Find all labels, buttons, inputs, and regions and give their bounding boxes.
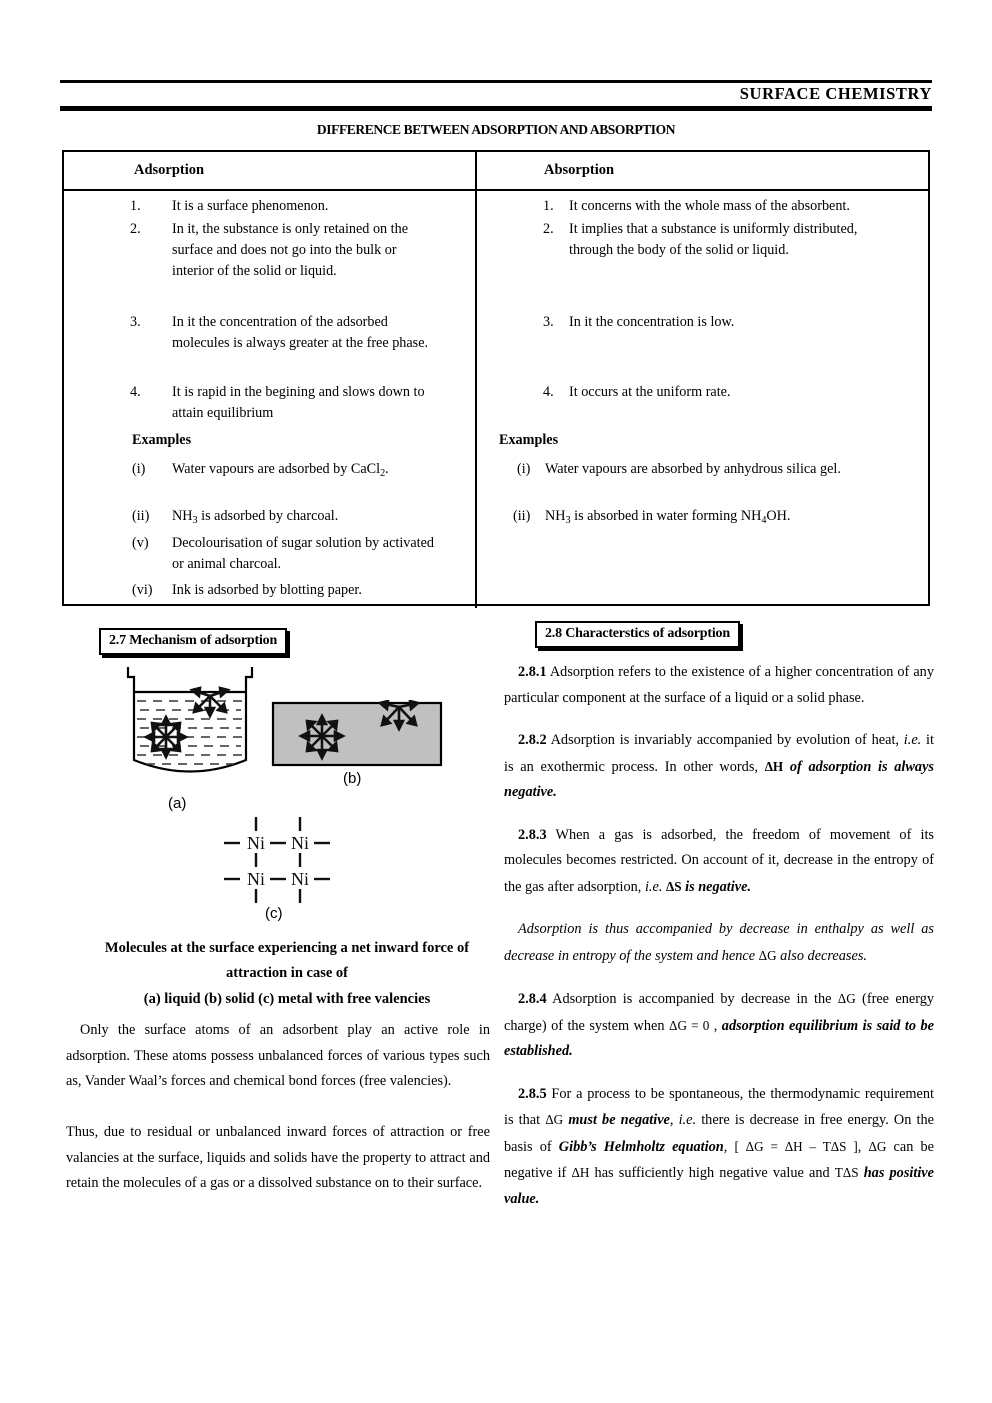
list-number: (i) <box>517 461 531 477</box>
list-item: In it the concentration of the adsorbed molecules is always greater at the free phase. <box>172 314 429 351</box>
symbol-t-delta-s: TΔS <box>834 1165 859 1180</box>
figure-caption-line-1: Molecules at the surface experiencing a net inward force of <box>104 940 470 956</box>
list-item: It occurs at the uniform rate. <box>569 384 731 400</box>
emphasis-phrase: must be negative <box>563 1112 670 1128</box>
paragraph-text: (free energy charge) of the system when <box>504 991 934 1034</box>
comparison-table <box>62 150 930 606</box>
list-item: It concerns with the whole mass of the absorbent. <box>569 198 850 214</box>
emphasis-phrase: is negative. <box>681 878 752 895</box>
examples-heading-left: Examples <box>132 432 192 448</box>
paragraph-text: Adsorption refers to the existence of a higher concentration of any particular component at the surface of a liquid or a solid phase. <box>504 664 934 706</box>
section-label-2-8: 2.8 Characterstics of adsorption <box>535 621 740 648</box>
symbol-delta-g: ΔG <box>837 991 856 1006</box>
list-item: In it, the substance is only retained on the surface and does not go into the bulk or interior of the solid or liquid. <box>172 221 409 279</box>
paragraph-number: 2.8.1 <box>518 664 547 680</box>
symbol-delta-g: ΔG <box>868 1138 887 1154</box>
list-number: 3. <box>130 314 141 330</box>
paragraph-text: Adsorption is invariably accompanied by evolution of heat, <box>550 732 904 748</box>
list-number: 2. <box>130 221 141 237</box>
table-cell-absorption <box>477 191 932 608</box>
figure-c-metal-lattice-diagram <box>212 815 352 910</box>
list-number: 1. <box>130 198 141 214</box>
paragraph-text: When a gas is adsorbed, the freedom of movement of its molecules becomes restricted. On account of it, decrease in the entropy of the gas after adsorption, <box>504 826 934 895</box>
section-2-7-paragraph-2: Thus, due to residual or unbalanced inward forces of attraction or free valancies at the surface, liquids and solids have the property to attract and retain the molecules of a gas or a dissolved substance on to their surface. <box>66 1124 490 1191</box>
list-number: (v) <box>132 535 149 551</box>
emphasis-ie: i.e. <box>678 1112 697 1128</box>
paragraph-text: has sufficiently high negative value and <box>589 1165 835 1181</box>
paragraph-2-8-3-note <box>504 917 934 969</box>
paragraph-text: For a process to be spontaneous, the thermodynamic requirement is that <box>504 1085 935 1128</box>
emphasis-phrase: of adsorption is always negative. <box>504 758 934 800</box>
paragraph-text: Adsorption is thus accompanied by decrease in enthalpy as well as decrease in entropy of the system and hence <box>504 921 934 964</box>
emphasis-gibbs-equation-name: Gibb’s Helmholtz equation <box>558 1138 724 1155</box>
emphasis-phrase: has positive value. <box>504 1165 934 1207</box>
header-rule-bottom <box>60 106 932 111</box>
symbol-delta-s: ΔS <box>665 878 682 894</box>
list-number: 3. <box>543 314 554 330</box>
list-number: 1. <box>543 198 554 214</box>
list-item: Decolourisation of sugar solution by activated or animal charcoal. <box>172 535 435 572</box>
paragraph-number: 2.8.4 <box>518 991 547 1007</box>
table-cell-adsorption <box>64 191 475 608</box>
header-rule-top <box>60 80 932 83</box>
list-item: Water vapours are absorbed by anhydrous silica gel. <box>545 461 841 477</box>
list-item: $NH_3$ is adsorbed by charcoal. <box>172 508 339 526</box>
section-label-2-7: 2.7 Mechanism of adsorption <box>99 628 287 655</box>
list-item: $NH_3$ is absorbed in water forming $NH_4OH$. <box>545 508 791 526</box>
emphasis-phrase: adsorption equilibrium is said to be established. <box>504 1017 934 1059</box>
list-number: 4. <box>130 384 141 400</box>
symbol-delta-h: ΔH <box>571 1165 590 1180</box>
comparison-table-title: DIFFERENCE BETWEEN ADSORPTION AND ABSORPTION <box>316 122 676 137</box>
paragraph-2-8-2 <box>504 728 934 806</box>
paragraph-text: , <box>723 1138 735 1155</box>
list-item: It implies that a substance is uniformly distributed, through the body of the solid or liquid. <box>569 221 858 258</box>
section-2-8-content <box>504 660 934 1229</box>
lattice-atom-label: Ni <box>247 833 265 853</box>
section-2-7-paragraph-1: Only the surface atoms of an adsorbent play an active role in adsorption. These atoms possess unbalanced forces of various types such as, Vander Waal’s forces and chemical bond forces (free valencies). <box>66 1022 490 1089</box>
list-item: Water vapours are adsorbed by CaCl$_2$. <box>172 461 389 479</box>
examples-heading-right: Examples <box>499 432 559 448</box>
figure-b-solid-slab-diagram <box>270 700 445 780</box>
paragraph-2-8-5 <box>504 1082 934 1213</box>
paragraph-text: , <box>857 1138 869 1155</box>
list-number: (vi) <box>132 582 153 598</box>
figure-caption-line-3: (a) liquid (b) solid (c) metal with free valencies <box>143 991 431 1007</box>
paragraph-number: 2.8.3 <box>518 826 547 843</box>
equation-delta-g-zero: ΔG = 0 <box>669 1017 710 1033</box>
paragraph-text: , <box>669 1112 679 1128</box>
paragraph-text: Adsorption is accompanied by decrease in the <box>552 991 838 1007</box>
paragraph-2-8-4 <box>504 986 934 1065</box>
list-number: (ii) <box>513 508 531 524</box>
table-column-header-adsorption: Adsorption <box>134 162 205 178</box>
paragraph-text: it is an exothermic process. In other words, <box>504 732 934 775</box>
figure-a-liquid-beaker-diagram <box>110 665 270 790</box>
paragraph-2-8-3 <box>504 823 934 901</box>
list-number: 4. <box>543 384 554 400</box>
figure-caption-line-2: attraction in case of <box>225 965 348 981</box>
list-number: (i) <box>132 461 146 477</box>
lattice-atom-label: Ni <box>291 869 309 889</box>
list-item: It is rapid in the begining and slows down to attain equilibrium <box>172 384 425 421</box>
table-column-header-absorption: Absorption <box>544 162 615 178</box>
paragraph-text: , <box>709 1017 722 1034</box>
gibbs-helmholtz-equation: [ ΔG = ΔH – TΔS ] <box>734 1138 858 1154</box>
lattice-atom-label: Ni <box>291 833 309 853</box>
figure-c-caption: (c) <box>265 905 283 922</box>
symbol-delta-g: ΔG <box>758 947 777 963</box>
symbol-delta-g: ΔG <box>545 1112 564 1127</box>
list-item: Ink is adsorbed by blotting paper. <box>172 582 362 598</box>
figure-b-caption: (b) <box>343 770 362 787</box>
emphasis-ie: i.e. <box>903 732 922 748</box>
emphasis-ie: i.e. <box>644 878 663 895</box>
adsorption-mechanism-figures <box>62 660 512 930</box>
paragraph-2-8-1 <box>504 660 934 711</box>
paragraph-text: also decreases. <box>776 947 867 964</box>
list-number: 2. <box>543 221 554 237</box>
list-number: (ii) <box>132 508 150 524</box>
list-item: In it the concentration is low. <box>569 314 735 330</box>
figure-a-caption: (a) <box>168 795 187 812</box>
paragraph-text: there is decrease in free energy. On the basis of <box>504 1112 934 1155</box>
lattice-atom-label: Ni <box>247 869 265 889</box>
symbol-delta-h: ΔH <box>764 758 784 774</box>
paragraph-number: 2.8.5 <box>518 1085 547 1102</box>
page-header-title: SURFACE CHEMISTRY <box>739 84 932 103</box>
paragraph-text: can be negative if <box>504 1138 935 1181</box>
list-item: It is a surface phenomenon. <box>172 198 329 214</box>
paragraph-number: 2.8.2 <box>518 732 547 748</box>
